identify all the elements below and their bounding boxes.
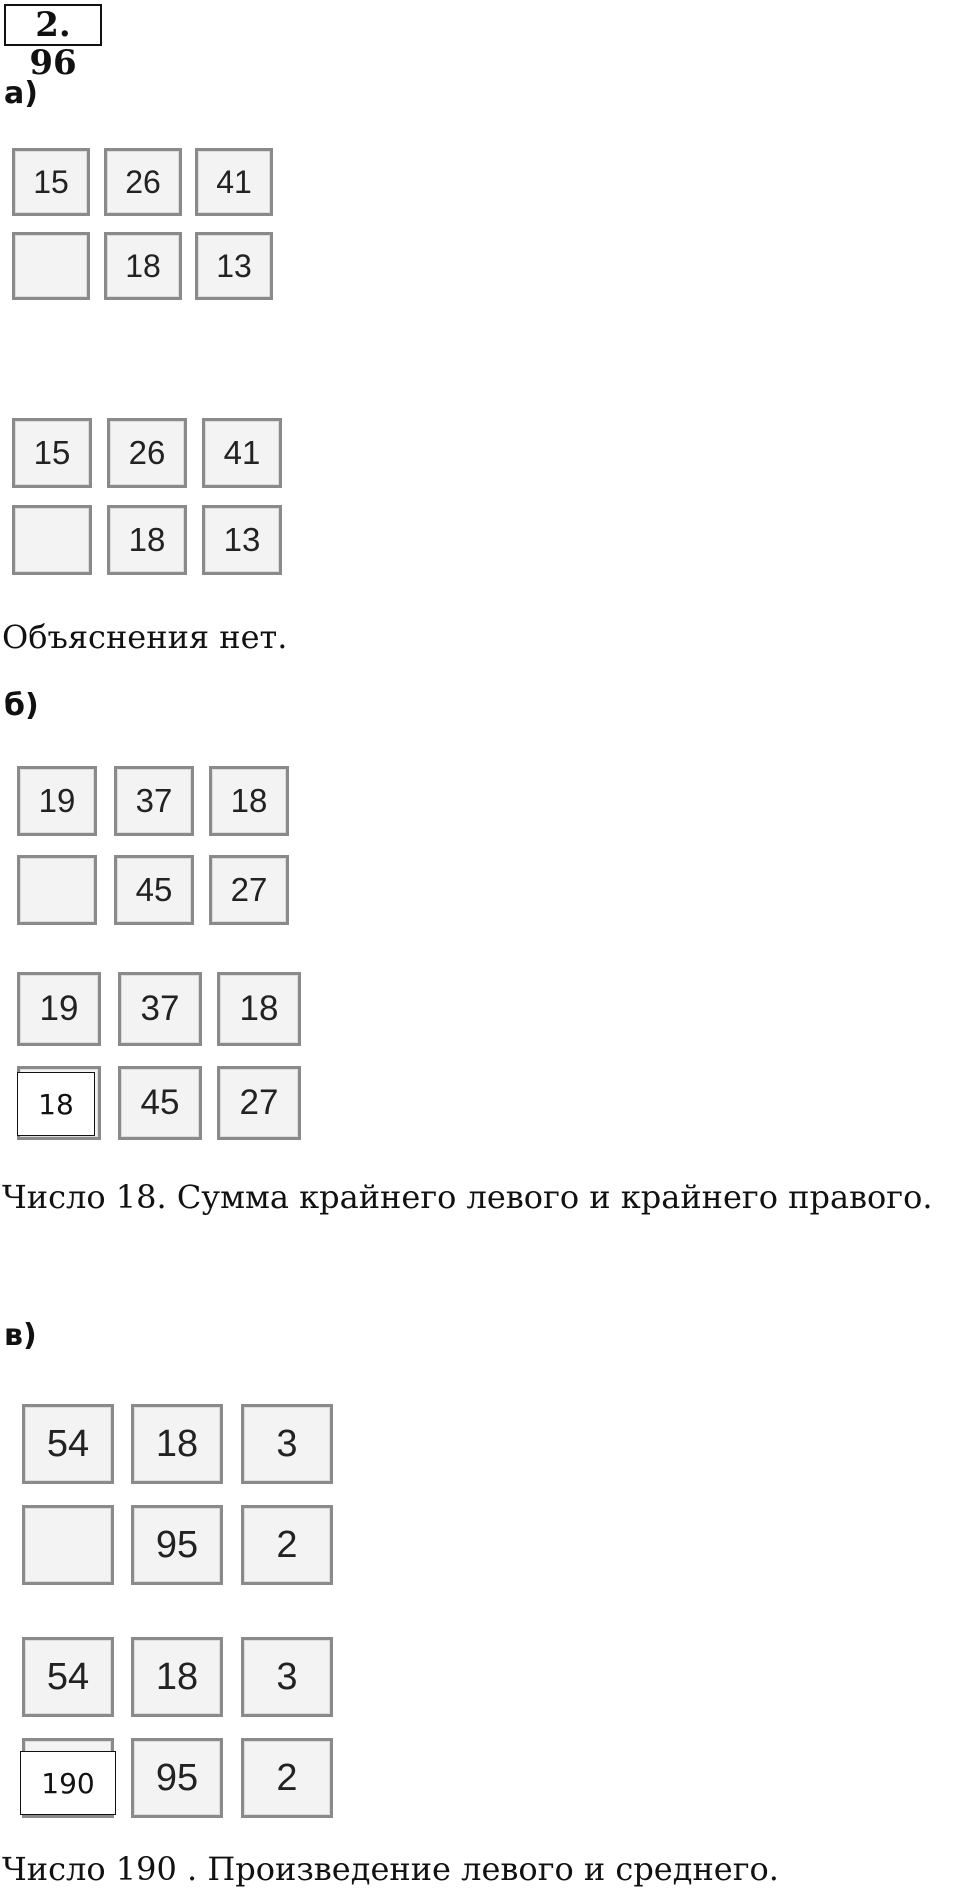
grid-cell [17,855,97,925]
part-a-explanation: Объяснения нет. [2,618,288,656]
grid-cell: 3 [241,1637,333,1717]
grid-cell: 26 [107,418,187,488]
grid-cell: 41 [202,418,282,488]
part-v-label: в) [4,1318,37,1353]
grid-cell: 13 [202,505,282,575]
grid-cell: 18 [131,1637,223,1717]
grid-cell: 45 [114,855,194,925]
exercise-number: 2. 96 [4,4,102,46]
grid-cell: 18 [217,972,301,1046]
grid-cell [12,505,92,575]
grid-cell: 2 [241,1738,333,1818]
grid-cell: 27 [217,1066,301,1140]
grid-cell: 37 [114,766,194,836]
grid-cell: 27 [209,855,289,925]
grid-cell: 18 [131,1404,223,1484]
grid-cell: 15 [12,418,92,488]
grid-cell [22,1505,114,1585]
grid-cell: 37 [118,972,202,1046]
grid-cell: 95 [131,1505,223,1585]
grid-cell: 18 [107,505,187,575]
grid-cell: 18 [209,766,289,836]
part-a-label: а) [4,76,38,111]
grid-cell: 45 [118,1066,202,1140]
grid-cell: 13 [195,232,273,300]
grid-cell [12,232,90,300]
grid-cell: 19 [17,766,97,836]
grid-cell: 18 [104,232,182,300]
part-v-explanation: Число 190 . Произведение левого и среднего. [2,1850,779,1888]
grid-cell: 41 [195,148,273,216]
grid-cell: 15 [12,148,90,216]
grid-cell: 3 [241,1404,333,1484]
part-b-label: б) [4,688,39,723]
grid-cell: 26 [104,148,182,216]
grid-cell: 19 [17,972,101,1046]
part-v-answer-box: 190 [20,1751,116,1815]
part-b-explanation: Число 18. Сумма крайнего левого и крайнего правого. [2,1178,933,1216]
grid-cell: 2 [241,1505,333,1585]
part-b-answer-box: 18 [17,1072,95,1136]
grid-cell: 54 [22,1637,114,1717]
grid-cell: 54 [22,1404,114,1484]
grid-cell: 95 [131,1738,223,1818]
